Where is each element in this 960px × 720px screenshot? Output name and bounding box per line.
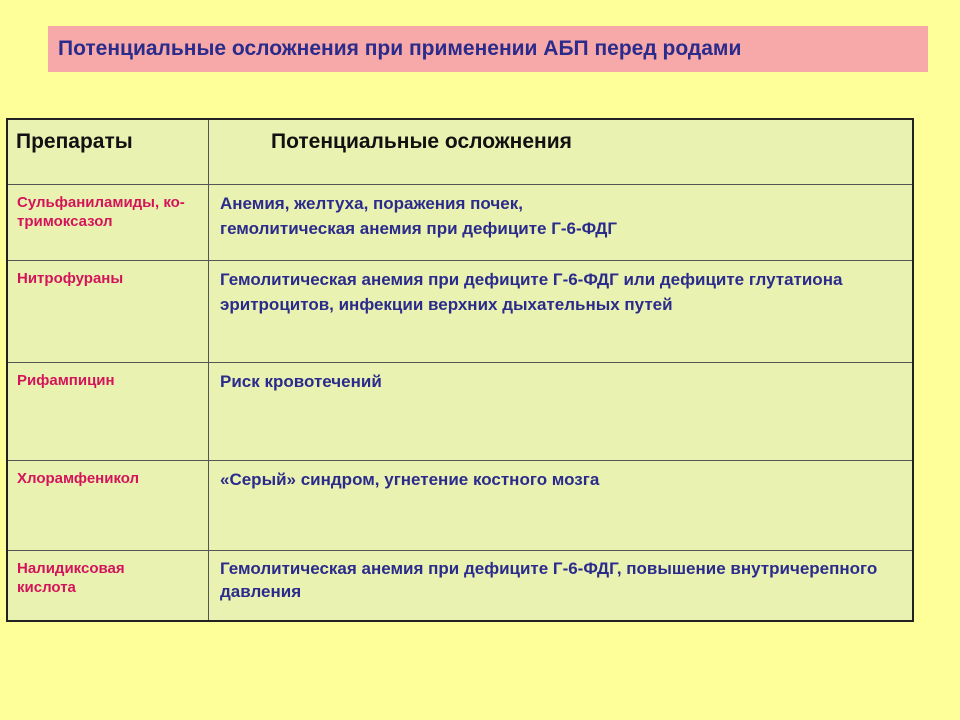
table-header-row [7, 119, 913, 185]
complication-text: Риск кровотечений [220, 372, 382, 391]
drug-name: Рифампицин [17, 372, 115, 389]
drug-cell [7, 551, 209, 621]
page-title: Потенциальные осложнения при применении АБП перед родами [58, 37, 742, 60]
complication-cell [209, 261, 914, 363]
drug-name: Сульфаниламиды, ко-тримоксазол [17, 194, 185, 230]
table-row [7, 261, 913, 363]
complication-cell [209, 551, 914, 621]
header-cell-complications [209, 119, 914, 185]
header-drugs: Препараты [16, 130, 133, 153]
drug-cell [7, 363, 209, 461]
drug-cell [7, 461, 209, 551]
drug-cell [7, 185, 209, 261]
table-row [7, 461, 913, 551]
complication-cell [209, 185, 914, 261]
table-row [7, 551, 913, 621]
drug-cell [7, 261, 209, 363]
table-row [7, 363, 913, 461]
header-cell-drugs [7, 119, 209, 185]
complication-cell [209, 363, 914, 461]
drug-name: Хлорамфеникол [17, 470, 140, 487]
drug-name: Нитрофураны [17, 270, 124, 287]
complication-text: «Серый» синдром, угнетение костного мозга [220, 470, 600, 489]
complication-cell [209, 461, 914, 551]
complication-text: Гемолитическая анемия при дефиците Г-6-ФДГ, повышение внутричерепного давления [220, 559, 878, 601]
table-row [7, 185, 913, 261]
complication-text: Анемия, желтуха, поражения почек, гемолитическая анемия при дефиците Г-6-ФДГ [220, 194, 618, 238]
header-complications: Потенциальные осложнения [271, 130, 572, 153]
complications-table [6, 118, 914, 622]
complication-text: Гемолитическая анемия при дефиците Г-6-ФДГ или дефиците глутатиона эритроцитов, инфекции верхних дыхательных путей [220, 270, 843, 314]
drug-name: Налидиксовая кислота [17, 560, 125, 596]
title-banner [48, 26, 928, 72]
